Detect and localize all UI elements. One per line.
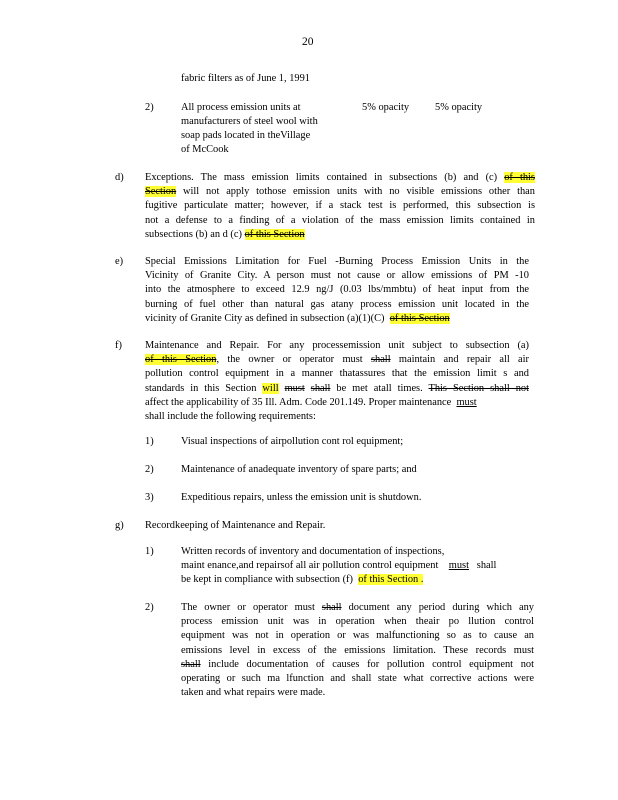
recordkeeping-item-2 xyxy=(181,601,534,700)
section-label-d: d) xyxy=(115,172,124,183)
opacity-limit-1: 5% opacity xyxy=(362,102,410,113)
section-label-e: e) xyxy=(115,256,124,267)
paragraph-line: operating or such ma lfunction and shall state what corrective actions were xyxy=(181,673,534,685)
item-number: 2) xyxy=(145,102,154,113)
paragraph-line: burning of fuel other than natural gas atany process emission unit located in the xyxy=(145,298,529,310)
item-desc-line: All process emission units at xyxy=(181,102,301,113)
list-number: 2) xyxy=(145,464,154,475)
recordkeeping-item-1 xyxy=(181,545,533,588)
paragraph-line: Maintenance and Repair. For any processemission unit subject to subsection (a) xyxy=(145,340,529,351)
item-desc-line: of McCook xyxy=(181,144,229,155)
section-d-paragraph xyxy=(145,171,535,242)
paragraph-line: pollution control equipment in a manner thatassures that the emission limit s and xyxy=(145,368,529,380)
paragraph-line: emissions level in excess of the emissions limitation. These records must xyxy=(181,644,534,656)
paragraph-line: not a defense to a finding of a violation of the mass emission limits contained in xyxy=(145,214,535,226)
list-number: 1) xyxy=(145,436,154,447)
section-label-f: f) xyxy=(115,340,122,351)
paragraph-line: fugitive particulate matter; however, if a stack test is performed, this subsection is xyxy=(145,200,535,212)
paragraph-line: affect the applicability of 35 Ill. Adm. Code 201.149. Proper maintenance must xyxy=(145,396,477,408)
list-item-text: Expeditious repairs, unless the emission unit is shutdown. xyxy=(181,492,422,503)
opacity-limit-2: 5% opacity xyxy=(435,102,483,113)
section-label-g: g) xyxy=(115,520,124,531)
list-number: 1) xyxy=(145,546,154,557)
paragraph-line: taken and what repairs were made. xyxy=(181,687,326,699)
paragraph-line: Vicinity of Granite City. A person must not cause or allow emissions of PM -10 xyxy=(145,270,529,282)
paragraph-line: subsections (b) an d (c) of this Section xyxy=(145,228,305,240)
paragraph-line: Section will not apply tothose emission units with no visible emissions other than xyxy=(145,186,535,198)
paragraph-line: Special Emissions Limitation for Fuel -Burning Process Emission Units in the xyxy=(145,256,529,267)
paragraph-line: of this Section, the owner or operator must shall maintain and repair all air xyxy=(145,354,529,366)
section-e-paragraph xyxy=(145,255,529,326)
list-number: 2) xyxy=(145,602,154,613)
paragraph-line: shall include the following requirements: xyxy=(145,411,316,423)
list-number: 3) xyxy=(145,492,154,503)
paragraph-line: equipment was not in operation or was malfunctioning so as to cause an xyxy=(181,630,534,642)
continued-text: fabric filters as of June 1, 1991 xyxy=(181,73,310,84)
paragraph-line: Written records of inventory and documentation of inspections, xyxy=(181,546,445,557)
list-item-text: Maintenance of anadequate inventory of spare parts; and xyxy=(181,464,417,475)
paragraph-line: The owner or operator must shall document any period during which any xyxy=(181,602,534,613)
paragraph-line: into the atmosphere to exceed 12.9 ng/J (0.03 lbs/mmbtu) of heat input from the xyxy=(145,284,529,296)
section-f-paragraph xyxy=(145,339,529,424)
paragraph-line: standards in this Section will must shall be met atall times. This Section shall not xyxy=(145,382,529,394)
page-number: 20 xyxy=(302,36,314,48)
paragraph-line: maint enance,and repairsof all air pollution control equipment must shall xyxy=(181,560,497,572)
item-desc-line: soap pads located in theVillage xyxy=(181,130,311,141)
paragraph-line: vicinity of Granite City as defined in subsection (a)(1)(C) of this Section xyxy=(145,312,450,324)
paragraph-line: shall include documentation of causes for pollution control equipment not xyxy=(181,658,534,670)
paragraph-line: be kept in compliance with subsection (f) of this Section . xyxy=(181,574,424,586)
paragraph-line: Exceptions. The mass emission limits contained in subsections (b) and (c) of this xyxy=(145,172,535,183)
section-g-heading: Recordkeeping of Maintenance and Repair. xyxy=(145,520,326,531)
item-desc-line: manufacturers of steel wool with xyxy=(181,116,318,127)
paragraph-line: process emission unit was in operation when theair po llution control xyxy=(181,616,534,628)
list-item-text: Visual inspections of airpollution cont rol equipment; xyxy=(181,436,404,447)
